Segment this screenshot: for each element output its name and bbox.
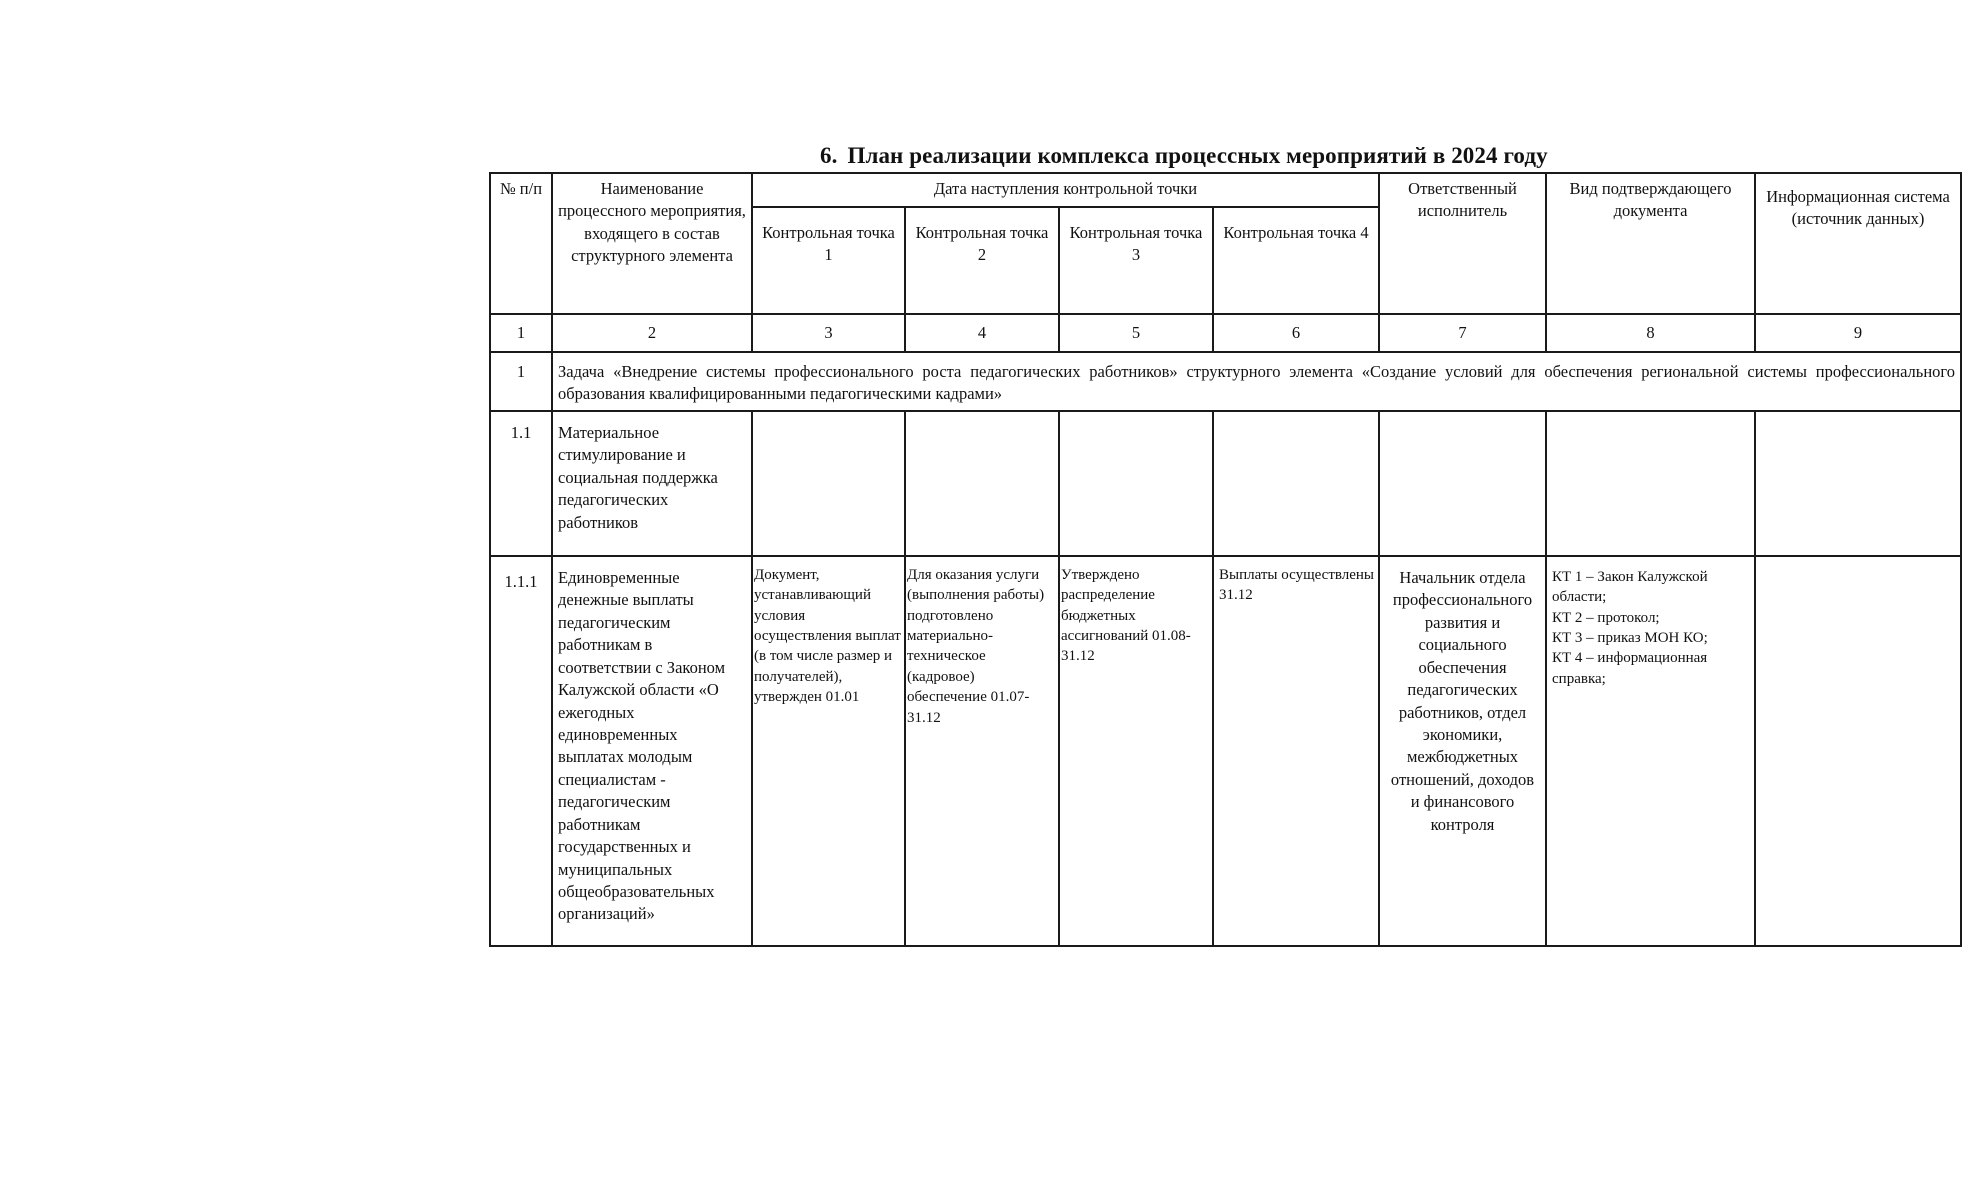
subactivity-number: 1.1.1 bbox=[490, 556, 552, 946]
column-number: 5 bbox=[1059, 314, 1213, 352]
header-date-group: Дата наступления контрольной точки bbox=[752, 173, 1379, 207]
section-title: План реализации комплекса процессных мероприятий в 2024 году bbox=[847, 143, 1548, 168]
checkpoint-4-text: Выплаты осуществлены 31.12 bbox=[1213, 556, 1379, 946]
subactivity-row bbox=[490, 556, 1961, 946]
checkpoint-2-text: Для оказания услуги (выполнения работы) подготовлено материально-техническое (кадровое) обеспечение 01.07-31.12 bbox=[905, 556, 1059, 946]
empty-cell bbox=[905, 411, 1059, 556]
header-row bbox=[490, 173, 1961, 207]
header-checkpoint-2: Контрольная точка 2 bbox=[905, 207, 1059, 314]
header-num: № п/п bbox=[490, 173, 552, 314]
activity-number: 1.1 bbox=[490, 411, 552, 556]
task-description: Задача «Внедрение системы профессионального роста педагогических работников» структурного элемента «Создание условий для обеспечения региональной системы профессионального образования квалифицированными педагогическими кадрами» bbox=[552, 352, 1961, 411]
page-title bbox=[820, 143, 1548, 169]
column-number: 7 bbox=[1379, 314, 1546, 352]
responsible-text: Начальник отдела профессионального развития и социального обеспечения педагогических работников, отдел экономики, межбюджетных отношений, доходов и финансового контроля bbox=[1379, 556, 1546, 946]
empty-cell bbox=[1059, 411, 1213, 556]
plan-table bbox=[489, 172, 1962, 947]
column-number: 4 bbox=[905, 314, 1059, 352]
header-checkpoint-1: Контрольная точка 1 bbox=[752, 207, 905, 314]
header-doc-type: Вид подтверждающего документа bbox=[1546, 173, 1755, 314]
column-number: 2 bbox=[552, 314, 752, 352]
empty-cell bbox=[1755, 411, 1961, 556]
column-number: 6 bbox=[1213, 314, 1379, 352]
checkpoint-3-text: Утверждено распределение бюджетных ассигнований 01.08-31.12 bbox=[1059, 556, 1213, 946]
task-number: 1 bbox=[490, 352, 552, 411]
empty-cell bbox=[1379, 411, 1546, 556]
activity-name: Материальное стимулирование и социальная поддержка педагогических работников bbox=[552, 411, 752, 556]
info-system-text bbox=[1755, 556, 1961, 946]
document-item: КТ 4 – информационная справка; bbox=[1552, 650, 1708, 687]
document-item: КТ 2 – протокол; bbox=[1552, 609, 1660, 626]
header-info-system: Информационная система (источник данных) bbox=[1755, 173, 1961, 314]
column-numbers-row bbox=[490, 314, 1961, 352]
task-row bbox=[490, 352, 1961, 411]
header-responsible: Ответственный исполнитель bbox=[1379, 173, 1546, 314]
checkpoint-1-text: Документ, устанавливающий условия осуществления выплат (в том числе размер и получателей), утвержден 01.01 bbox=[752, 556, 905, 946]
header-checkpoint-3: Контрольная точка 3 bbox=[1059, 207, 1213, 314]
documents-cell bbox=[1546, 556, 1755, 946]
header-name: Наименование процессного мероприятия, входящего в состав структурного элемента bbox=[552, 173, 752, 314]
document-item: КТ 3 – приказ МОН КО; bbox=[1552, 630, 1708, 647]
subactivity-name: Единовременные денежные выплаты педагогическим работникам в соответствии с Законом Калужской области «О ежегодных единовременных выплатах молодым специалистам - педагогическим работникам государственных и муниципальных общеобразовательных организаций» bbox=[552, 556, 752, 946]
column-number: 9 bbox=[1755, 314, 1961, 352]
activity-row bbox=[490, 411, 1961, 556]
column-number: 8 bbox=[1546, 314, 1755, 352]
header-checkpoint-4: Контрольная точка 4 bbox=[1213, 207, 1379, 314]
empty-cell bbox=[1213, 411, 1379, 556]
column-number: 1 bbox=[490, 314, 552, 352]
section-number: 6. bbox=[820, 143, 838, 168]
empty-cell bbox=[1546, 411, 1755, 556]
empty-cell bbox=[752, 411, 905, 556]
document-item: КТ 1 – Закон Калужской области; bbox=[1552, 568, 1708, 606]
column-number: 3 bbox=[752, 314, 905, 352]
